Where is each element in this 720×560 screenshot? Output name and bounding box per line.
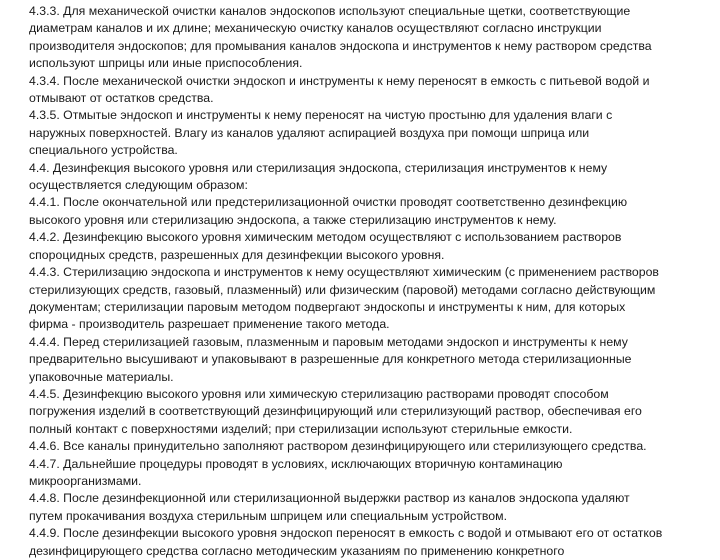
text-line: 4.4.2. Дезинфекцию высокого уровня химическим методом осуществляют с использованием растворов xyxy=(29,230,622,245)
text-line: производителя эндоскопов; для промывания каналов эндоскопа и инструментов к нему раствором средства xyxy=(29,38,652,53)
text-line: специального устройства. xyxy=(29,143,178,158)
text-line: 4.3.5. Отмытые эндоскоп и инструменты к нему переносят на чистую простыню для удаления влаги с xyxy=(29,108,613,123)
text-line: 4.4.7. Дальнейшие процедуры проводят в условиях, исключающих вторичную контаминацию xyxy=(29,456,563,471)
text-line: отмывают от остатков средства. xyxy=(29,91,214,106)
document-text xyxy=(29,3,713,560)
text-line: микроорганизмами. xyxy=(29,473,142,488)
text-line: документам; стерилизации паровым методом подвергают эндоскопы и инструменты к ним, для которых xyxy=(29,299,626,314)
text-line: высокого уровня или стерилизацию эндоскопа, а также стерилизацию инструментов к нему. xyxy=(29,212,557,227)
text-line: 4.3.4. После механической очистки эндоскоп и инструменты к нему переносят в емкость с питьевой водой и xyxy=(29,73,650,88)
text-line: полный контакт с поверхностями изделий; при стерилизации используют стерильные емкости. xyxy=(29,421,573,436)
text-line: 4.4.3. Стерилизацию эндоскопа и инструментов к нему осуществляют химическим (с применением растворов xyxy=(29,265,659,280)
text-line: дезинфицирующего средства согласно методическим указаниям по применению конкретного xyxy=(29,543,565,558)
text-line: 4.4.4. Перед стерилизацией газовым, плазменным и паровым методами эндоскоп и инструменты к нему xyxy=(29,334,628,349)
text-line: 4.4.1. После окончательной или предстерилизационной очистки проводят соответственно дезинфекцию xyxy=(29,195,628,210)
text-line: упаковочные материалы. xyxy=(29,369,174,384)
text-line: 4.4.8. После дезинфекционной или стерилизационной выдержки раствор из каналов эндоскопа удаляют xyxy=(29,491,630,506)
text-line: 4.4. Дезинфекция высокого уровня или стерилизация эндоскопа, стерилизация инструментов к нему xyxy=(29,160,608,175)
text-line: наружных поверхностей. Влагу из каналов удаляют аспирацией воздуха при помощи шприца или xyxy=(29,125,590,140)
text-line: используют шприцы или иные приспособления. xyxy=(29,56,303,71)
text-line: 4.4.5. Дезинфекцию высокого уровня или химическую стерилизацию растворами проводят способом xyxy=(29,386,609,401)
text-line: 4.4.9. После дезинфекции высокого уровня эндоскоп переносят в емкость с водой и отмывают его от остатков xyxy=(29,526,663,541)
text-line: стерилизующих средств, газовый, плазменный) или физическим (паровой) методами согласно действующим xyxy=(29,282,656,297)
text-line: 4.3.3. Для механической очистки каналов эндоскопов используют специальные щетки, соответствующие xyxy=(29,4,631,18)
text-line: спороцидных средств, разрешенных для дезинфекции высокого уровня. xyxy=(29,247,445,262)
text-line: предварительно высушивают и упаковывают в разрешенные для конкретного метода стерилизационные xyxy=(29,352,632,367)
text-line: погружения изделий в соответствующий дезинфицирующий или стерилизующий раствор, обеспечивая его xyxy=(29,404,642,419)
text-line: 4.4.6. Все каналы принудительно заполняют раствором дезинфицирующего или стерилизующего средства. xyxy=(29,439,647,454)
text-line: путем прокачивания воздуха стерильным шприцем или специальным устройством. xyxy=(29,508,508,523)
text-line: фирма - производитель разрешает применение такого метода. xyxy=(29,317,390,332)
text-line: диаметрам каналов и их длине; механическую очистку каналов осуществляют согласно инструкции xyxy=(29,21,602,36)
text-line: осуществляется следующим образом: xyxy=(29,178,248,193)
